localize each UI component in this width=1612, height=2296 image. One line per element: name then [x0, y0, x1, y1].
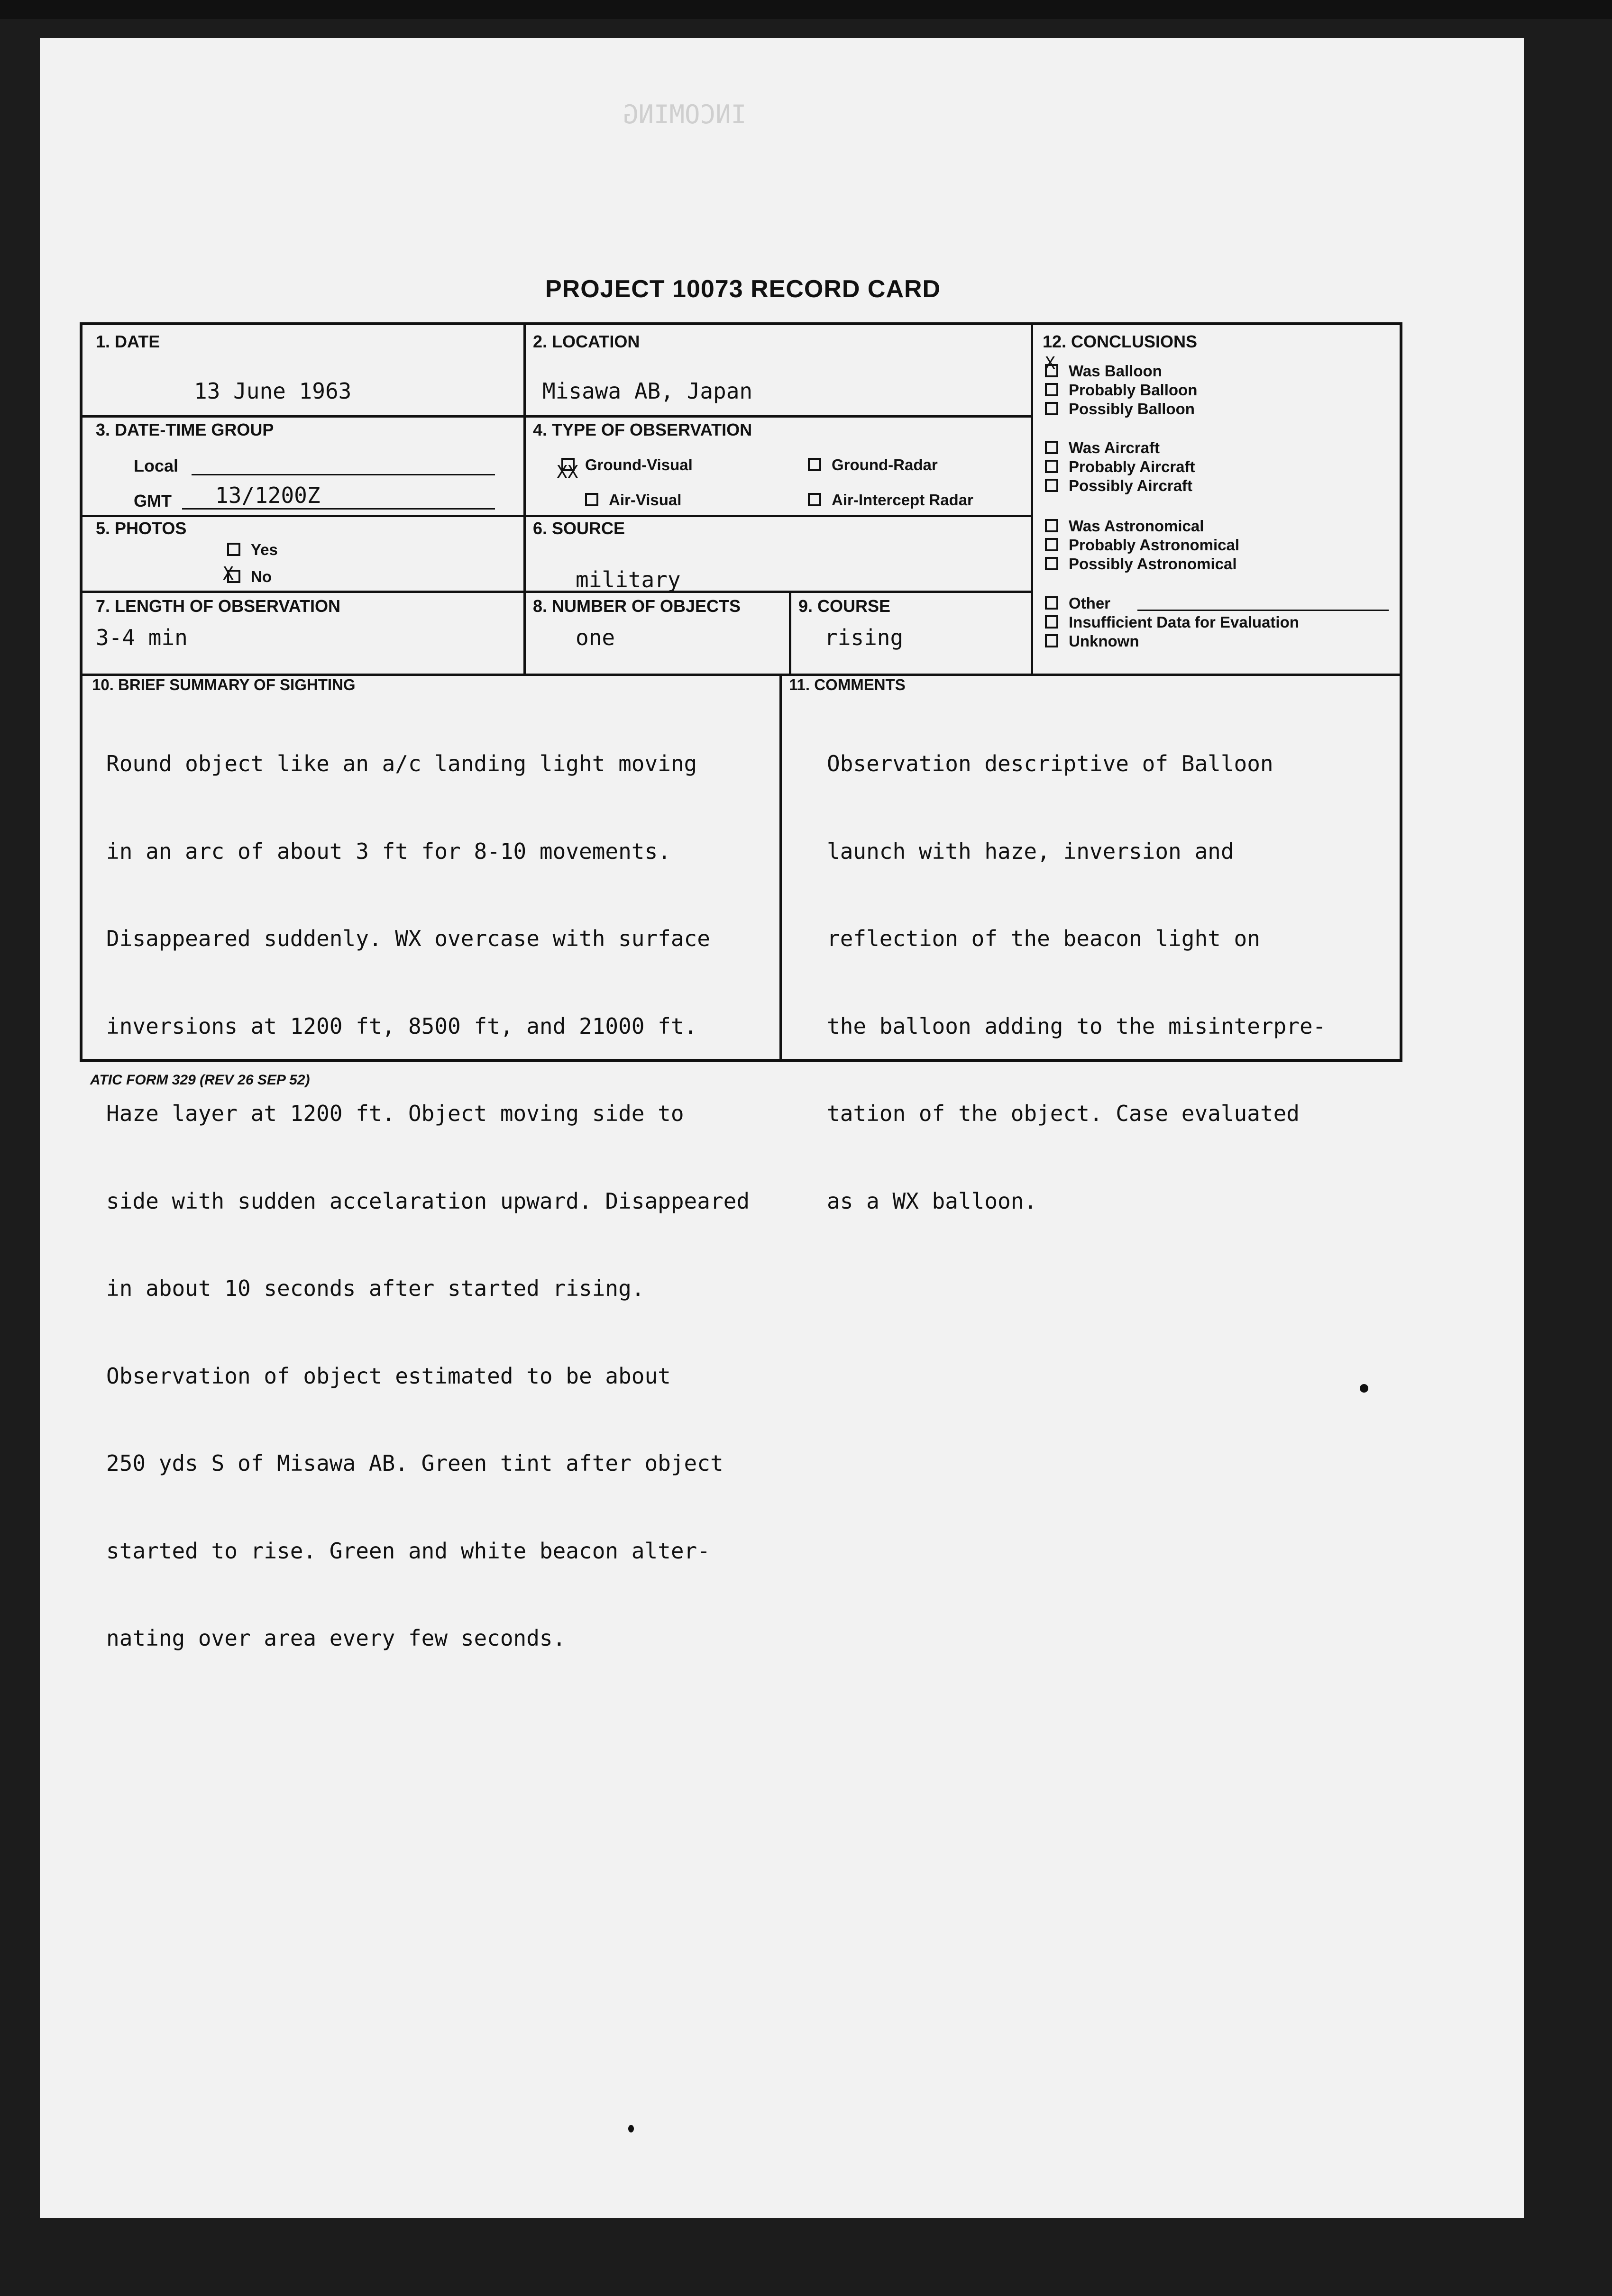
conclusion-was-balloon: Was Balloon — [1045, 362, 1162, 380]
course-value: rising — [824, 625, 904, 650]
conclusion-probably-aircraft: Probably Aircraft — [1045, 458, 1195, 476]
summary-line: started to rise. Green and white beacon alter- — [106, 1538, 710, 1564]
conclusion-was-aircraft: Was Aircraft — [1045, 439, 1160, 457]
summary-line: in an arc of about 3 ft for 8-10 movements. — [106, 838, 671, 864]
summary-label: 10. BRIEF SUMMARY OF SIGHTING — [92, 676, 356, 693]
checkbox-icon — [1045, 538, 1058, 551]
photos-yes-option: Yes — [227, 541, 278, 559]
local-time-label: Local — [134, 456, 179, 475]
form-title: PROJECT 10073 RECORD CARD — [545, 275, 941, 303]
checkbox-icon — [1045, 557, 1058, 570]
conclusion-possibly-astronomical: Possibly Astronomical — [1045, 555, 1237, 573]
comments-text — [827, 691, 1326, 1274]
checkbox-icon — [227, 543, 240, 556]
length-value: 3-4 min — [96, 625, 188, 650]
was-balloon-check-mark: X — [1045, 354, 1055, 373]
film-speck — [1360, 1384, 1368, 1393]
summary-line: Haze layer at 1200 ft. Object moving side to — [106, 1101, 684, 1126]
checkbox-icon — [1045, 596, 1058, 610]
observation-type-label: 4. TYPE OF OBSERVATION — [533, 420, 752, 439]
bleed-through-text: INCOMING — [623, 100, 747, 129]
location-label: 2. LOCATION — [533, 332, 640, 351]
summary-text — [106, 691, 750, 1712]
comments-line: Observation descriptive of Balloon — [827, 751, 1273, 776]
location-value: Misawa AB, Japan — [542, 378, 753, 404]
checkbox-icon — [585, 493, 598, 506]
date-label: 1. DATE — [96, 332, 160, 351]
summary-line: side with sudden accelaration upward. Disappeared — [106, 1188, 750, 1214]
objects-value: one — [576, 625, 615, 650]
conclusion-probably-astronomical: Probably Astronomical — [1045, 536, 1239, 554]
checkbox-icon — [1045, 634, 1058, 647]
photos-label: 5. PHOTOS — [96, 519, 187, 538]
summary-line: inversions at 1200 ft, 8500 ft, and 21000 ft. — [106, 1013, 697, 1039]
checkbox-icon — [1045, 364, 1058, 377]
summary-line: Round object like an a/c landing light moving — [106, 751, 697, 776]
length-label: 7. LENGTH OF OBSERVATION — [96, 596, 341, 616]
datetime-group-label: 3. DATE-TIME GROUP — [96, 420, 274, 439]
film-edge — [0, 0, 1612, 19]
conclusion-possibly-aircraft: Possibly Aircraft — [1045, 477, 1192, 495]
checkbox-icon — [1045, 519, 1058, 532]
source-value: military — [576, 567, 681, 592]
checkbox-icon — [1045, 615, 1058, 629]
gmt-label: GMT — [134, 491, 172, 510]
course-label: 9. COURSE — [798, 596, 891, 616]
photos-no-option: No — [227, 568, 272, 586]
comments-label: 11. COMMENTS — [789, 676, 906, 693]
date-value: 13 June 1963 — [194, 378, 352, 404]
option-air-visual: Air-Visual — [585, 491, 681, 509]
option-air-intercept-radar: Air-Intercept Radar — [808, 491, 973, 509]
conclusion-insufficient-data: Insufficient Data for Evaluation — [1045, 613, 1299, 631]
conclusion-other: Other — [1045, 594, 1110, 612]
checkbox-icon — [1045, 479, 1058, 492]
summary-line: nating over area every few seconds. — [106, 1625, 566, 1651]
ground-visual-check-mark: XX — [557, 462, 578, 483]
option-ground-radar: Ground-Radar — [808, 456, 938, 474]
checkbox-icon — [808, 458, 821, 471]
conclusion-unknown: Unknown — [1045, 632, 1139, 650]
form-footer: ATIC FORM 329 (REV 26 SEP 52) — [90, 1072, 310, 1088]
checkbox-icon — [1045, 383, 1058, 396]
option-ground-visual: Ground-Visual — [561, 456, 693, 474]
checkbox-icon — [1045, 441, 1058, 454]
checkbox-icon — [808, 493, 821, 506]
gmt-value: 13/1200Z — [215, 483, 321, 508]
source-label: 6. SOURCE — [533, 519, 625, 538]
summary-line: 250 yds S of Misawa AB. Green tint after object — [106, 1450, 724, 1476]
film-speck — [628, 2125, 634, 2132]
summary-line: Observation of object estimated to be about — [106, 1363, 671, 1389]
comments-line: reflection of the beacon light on — [827, 926, 1260, 951]
comments-line: as a WX balloon. — [827, 1188, 1037, 1214]
objects-label: 8. NUMBER OF OBJECTS — [533, 596, 741, 616]
conclusion-possibly-balloon: Possibly Balloon — [1045, 400, 1195, 418]
conclusions-label: 12. CONCLUSIONS — [1043, 332, 1198, 351]
conclusion-was-astronomical: Was Astronomical — [1045, 517, 1204, 535]
comments-line: launch with haze, inversion and — [827, 838, 1234, 864]
checkbox-icon — [1045, 402, 1058, 415]
comments-line: tation of the object. Case evaluated — [827, 1101, 1300, 1126]
summary-line: Disappeared suddenly. WX overcase with surface — [106, 926, 710, 951]
summary-line: in about 10 seconds after started rising. — [106, 1276, 645, 1301]
photos-no-check-mark: X — [223, 563, 234, 584]
conclusion-probably-balloon: Probably Balloon — [1045, 381, 1197, 399]
comments-line: the balloon adding to the misinterpre- — [827, 1013, 1326, 1039]
checkbox-icon — [1045, 460, 1058, 473]
